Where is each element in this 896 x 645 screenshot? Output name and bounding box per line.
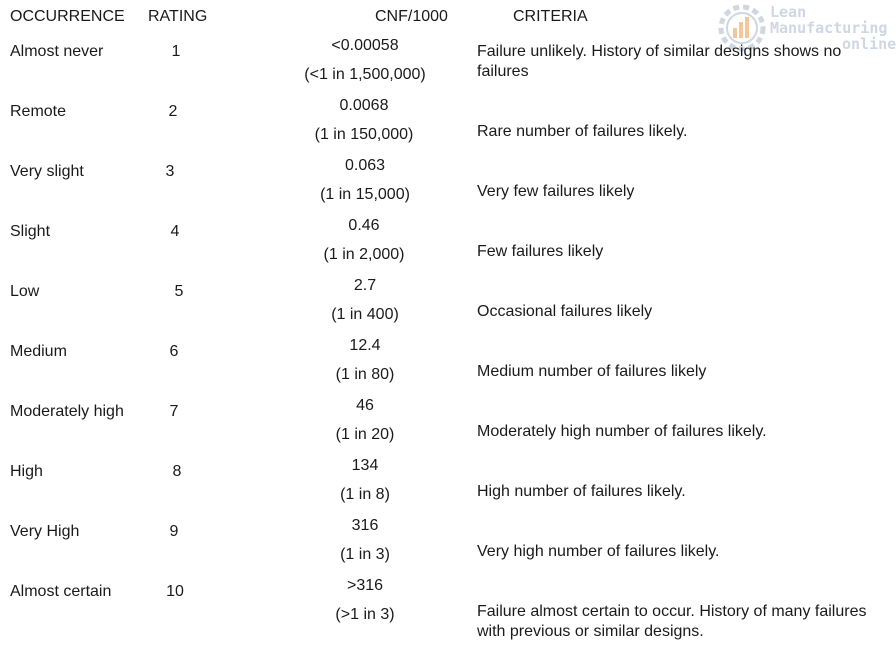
cnf-cell: 0.46 (348, 217, 380, 234)
cnf-cell: 46 (356, 397, 374, 414)
odds-cell: (1 in 15,000) (320, 186, 410, 203)
occurrence-cell: Very High (10, 523, 80, 540)
odds-cell: (1 in 80) (335, 366, 395, 383)
criteria-cell: Moderately high number of failures likely. (477, 423, 767, 440)
occurrence-cell: Slight (10, 223, 51, 240)
cnf-cell: 0.063 (344, 157, 386, 174)
odds-cell: (<1 in 1,500,000) (304, 66, 426, 83)
odds-cell: (>1 in 3) (335, 606, 395, 623)
watermark-line1: Lean (770, 3, 807, 21)
criteria-cell: Very few failures likely (477, 183, 635, 200)
criteria-cell: Occasional failures likely (477, 303, 653, 320)
criteria-cell: Rare number of failures likely. (477, 123, 688, 140)
header-criteria: CRITERIA (513, 8, 588, 25)
cnf-cell: 2.7 (353, 277, 377, 294)
criteria-cell: Few failures likely (477, 243, 604, 260)
rating-cell: 9 (169, 523, 179, 540)
rating-cell: 10 (166, 583, 184, 600)
header-rating: RATING (148, 8, 208, 25)
occurrence-cell: Very slight (10, 163, 84, 180)
header-cnf: CNF/1000 (375, 8, 448, 25)
odds-cell: (1 in 3) (340, 546, 390, 563)
odds-cell: (1 in 8) (340, 486, 390, 503)
occurrence-cell: Remote (10, 103, 67, 120)
cnf-cell: 12.4 (349, 337, 381, 354)
odds-cell: (1 in 2,000) (323, 246, 405, 263)
occurrence-cell: Low (10, 283, 40, 300)
rating-cell: 1 (171, 43, 181, 60)
occurrence-cell: Medium (10, 343, 67, 360)
rating-cell: 4 (170, 223, 180, 240)
criteria-cell: Medium number of failures likely (477, 363, 707, 380)
rating-cell: 6 (169, 343, 179, 360)
watermark-line2: Manufacturing (770, 19, 888, 37)
cnf-cell: 0.0068 (339, 97, 389, 114)
cnf-cell: 316 (351, 517, 379, 534)
occurrence-cell: Almost never (10, 43, 104, 60)
cnf-cell: >316 (346, 577, 384, 594)
criteria-cell: High number of failures likely. (477, 483, 686, 500)
criteria-cell: Failure unlikely. History of similar designs shows no failures (477, 43, 842, 80)
cnf-cell: 134 (351, 457, 379, 474)
rating-cell: 7 (169, 403, 179, 420)
watermark-line3: online (842, 35, 896, 53)
odds-cell: (1 in 20) (335, 426, 395, 443)
rating-cell: 3 (165, 163, 175, 180)
odds-cell: (1 in 400) (331, 306, 399, 323)
occurrence-cell: Almost certain (10, 583, 112, 600)
rating-cell: 8 (172, 463, 182, 480)
odds-cell: (1 in 150,000) (314, 126, 414, 143)
occurrence-cell: High (10, 463, 43, 480)
cnf-cell: <0.00058 (331, 37, 399, 54)
criteria-cell: Very high number of failures likely. (477, 543, 720, 560)
header-occurrence: OCCURRENCE (10, 8, 125, 25)
rating-cell: 5 (174, 283, 184, 300)
criteria-cell: Failure almost certain to occur. History of many failures with previous or similar designs. (477, 603, 867, 640)
rating-cell: 2 (168, 103, 178, 120)
occurrence-cell: Moderately high (10, 403, 124, 420)
